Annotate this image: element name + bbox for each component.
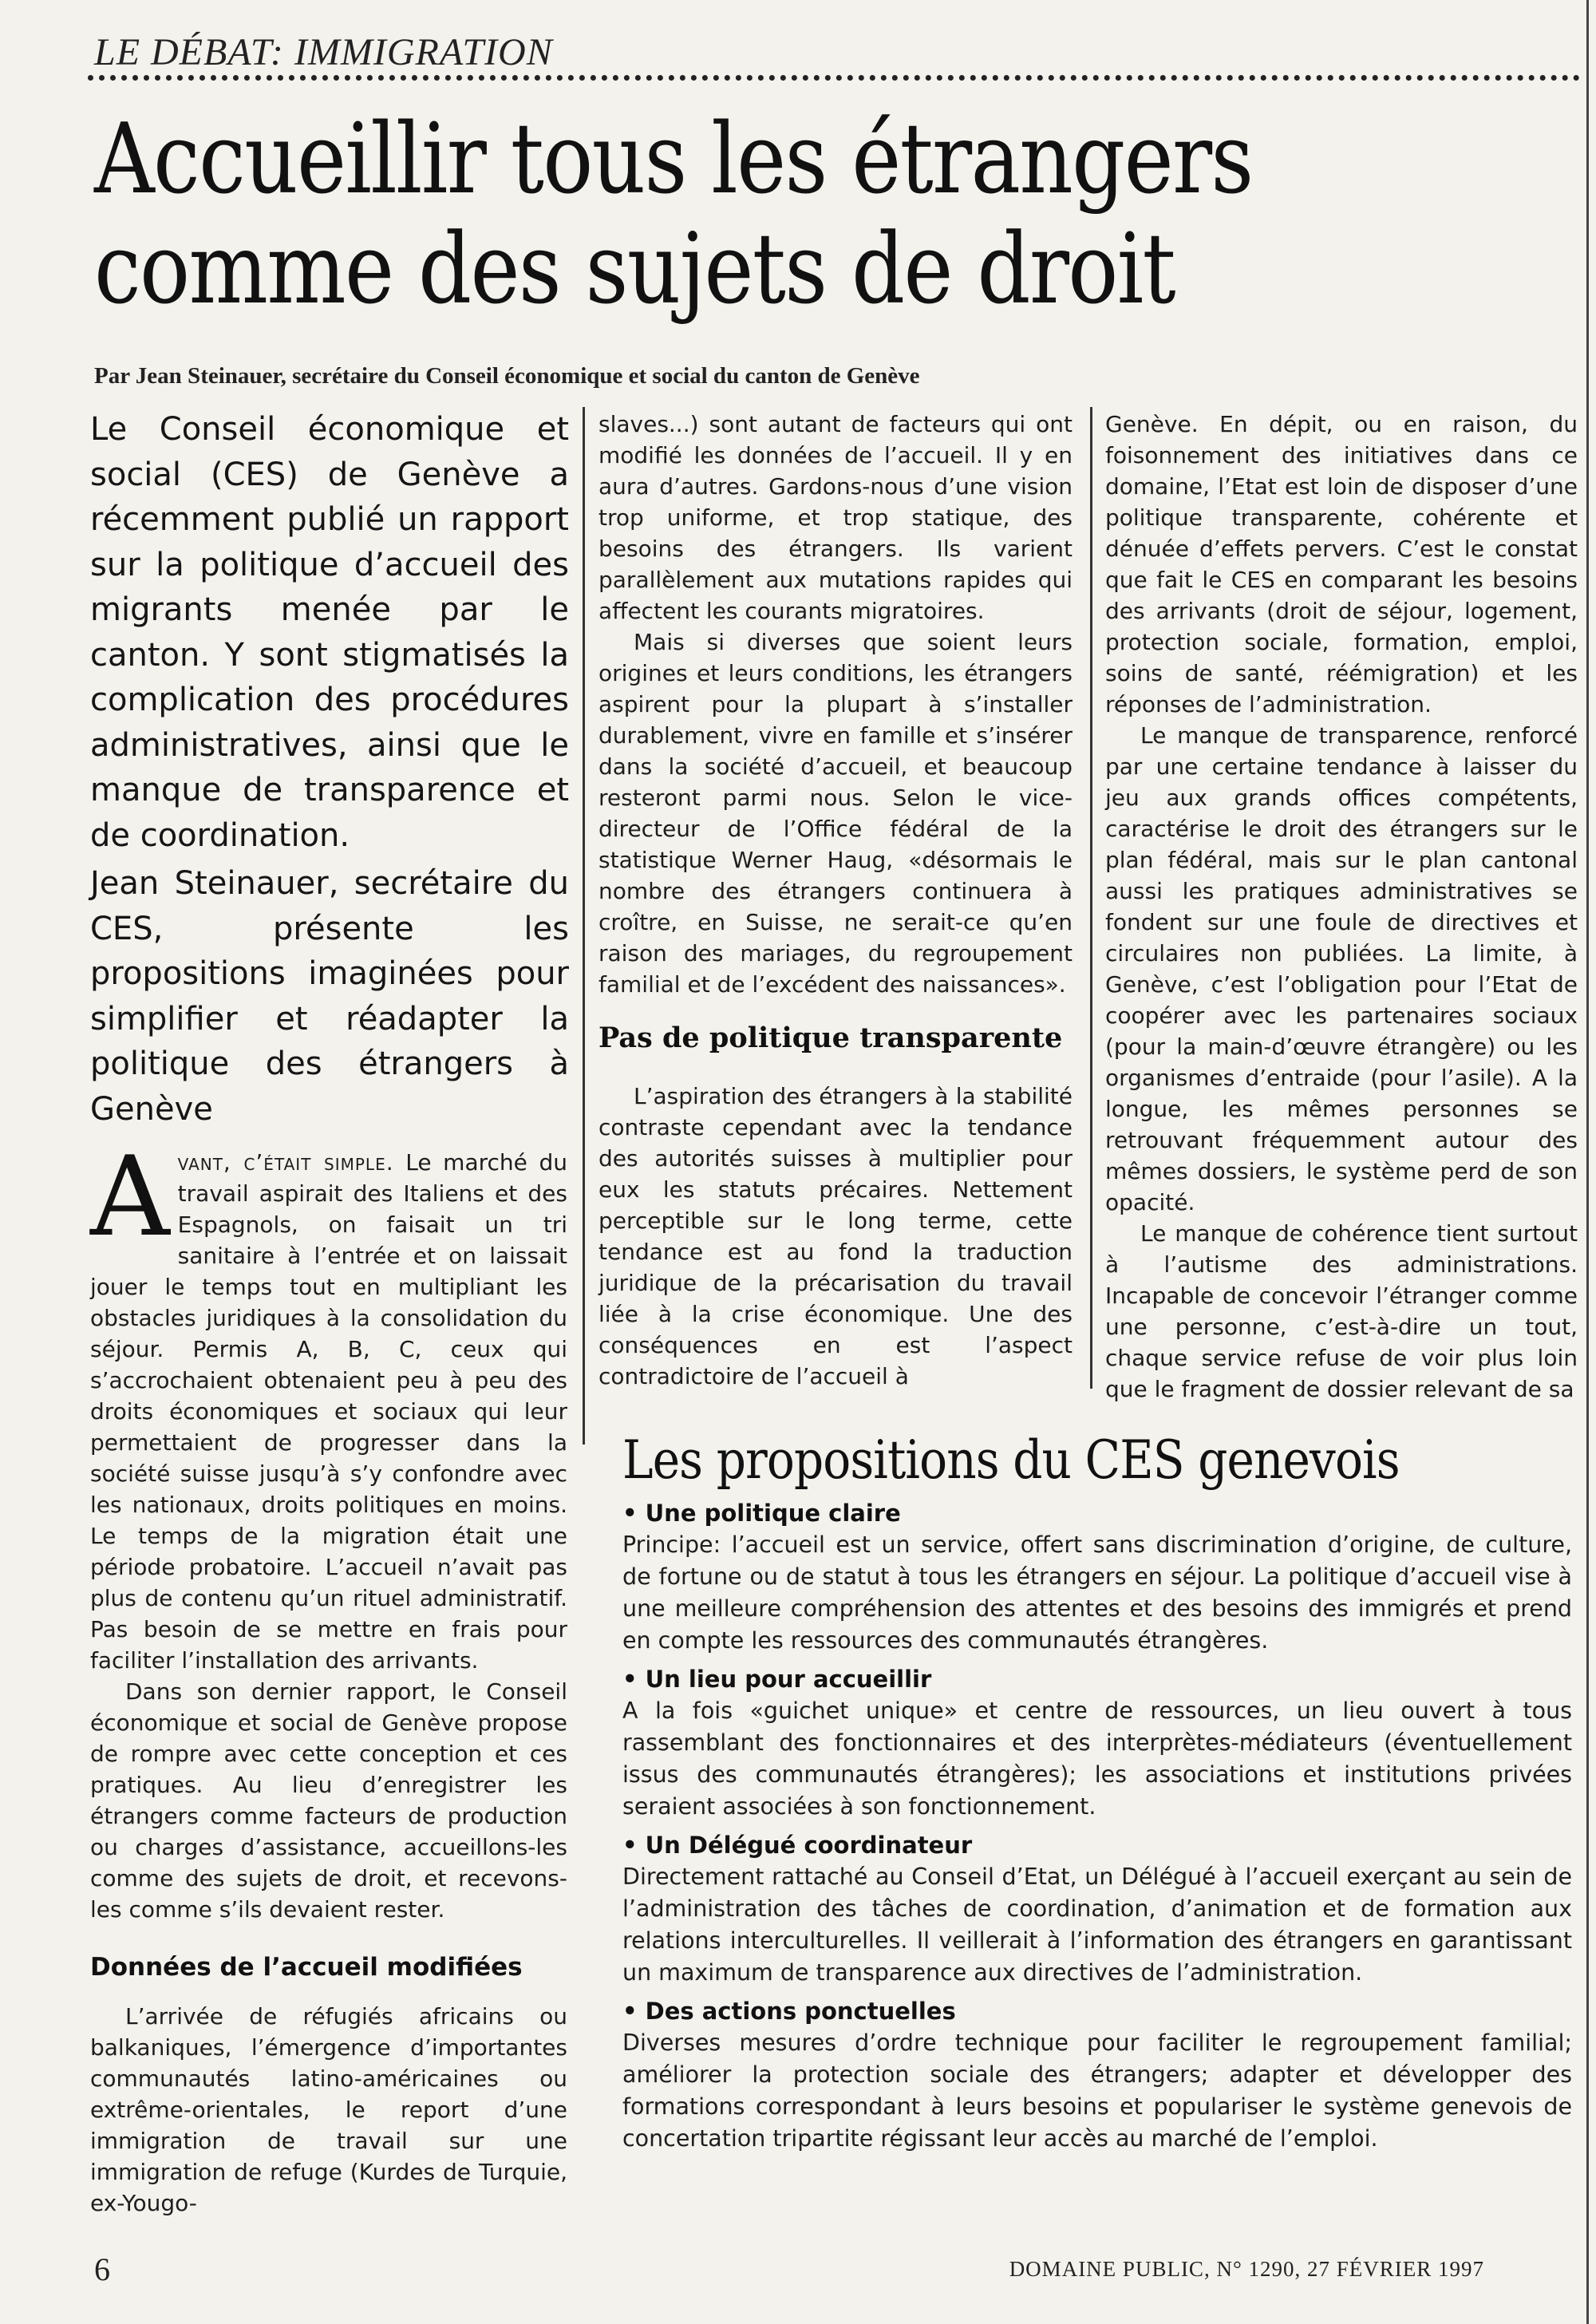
byline: Par Jean Steinauer, secrétaire du Conseil économique et social du canton de Genève	[94, 363, 920, 389]
proposal-title: • Un lieu pour accueillir	[622, 1666, 932, 1693]
body-paragraph: Le manque de transparence, renforcé par une certaine tendance à laisser du jeu aux grands offices compétents, caractérise le droit des étrangers sur le plan fédéral, mais sur le plan cantonal aussi les pratiques administratives se fondent sur une foule de directives et circulaires non publiées. La limite, à Genève, c’est l’obligation pour l’Etat de coopérer avec les partenaires sociaux (pour la main-d’œuvre étrangère) ou les organismes d’entraide (pour l’asile). A la longue, les mêmes personnes se retrouvant fréquemment autour des mêmes dossiers, le système perd de son opacité.	[1105, 722, 1578, 1215]
section-rubric: LE DÉBAT: IMMIGRATION	[94, 31, 553, 73]
column-rule	[1090, 407, 1092, 1389]
lead-text: Le marché du travail aspirait des Italiens et des Espagnols, on faisait un tri sanitaire à l’entrée et on laissait jouer le temps tout en multipliant les obstacles juridiques à la consolidation du séjour. Permis A, B, C, ceux qui s’accrochaient obtenaient peu à peu des droits économiques et sociaux qui leur permettaient de progresser dans la société suisse jusqu’à s’y confondre avec les nationaux, droits politiques en moins. Le temps de la migration était une période probatoire. L’accueil n’avait pas plus de contenu qu’un rituel administratif. Pas besoin de se mettre en frais pour faciliter l’installation des arrivants.	[90, 1149, 567, 1674]
headline	[94, 104, 1302, 324]
box-title: Les propositions du CES genevois	[622, 1429, 1400, 1491]
intro-paragraph: Jean Steinauer, secrétaire du CES, présente les propositions imaginées pour simplifier et réadapter la politique des étrangers à Genève	[90, 865, 569, 1128]
page-number: 6	[94, 2251, 110, 2287]
body-paragraph: Dans son dernier rapport, le Conseil économique et social de Genève propose de rompre avec cette conception et ces pratiques. Au lieu d’enregistrer les étrangers comme facteurs de production ou charges d’assistance, accueillons-les comme des sujets de droit, et recevons-les comme s’ils devaient rester.	[90, 1678, 567, 1923]
proposal-text: Principe: l’accueil est un service, offert sans discrimination d’origine, de culture, de fortune ou de statut à tous les étrangers en séjour. La politique d’accueil vise à une meilleure compréhension des attentes et des besoins des immigrés et prend en compte les ressources des communautés étrangères.	[622, 1532, 1572, 1654]
subheading: Données de l’accueil modifiées	[90, 1953, 523, 1982]
column-rule	[583, 407, 585, 1445]
subheading: Pas de politique transparente	[598, 1022, 1063, 1054]
proposal-text: Directement rattaché au Conseil d’Etat, un Délégué à l’accueil exerçant au sein de l’administration des tâches de coordination, d’animation et de formation aux relations interculturelles. Il veillerait à l’information des étrangers en garantissant un maximum de transparence aux directives de l’administration.	[622, 1864, 1572, 1986]
article-column-3	[1105, 409, 1578, 1405]
publication-footer: DOMAINE PUBLIC, N° 1290, 27 FÉVRIER 1997	[1009, 2257, 1484, 2281]
article-column-1	[90, 1132, 567, 2219]
proposal-title: • Un Délégué coordinateur	[622, 1832, 973, 1859]
body-paragraph: L’arrivée de réfugiés africains ou balkaniques, l’émergence d’importantes communautés latino-américaines ou extrême-orientales, le report d’une immigration de travail sur une immigration de refuge (Kurdes de Turquie, ex-Yougo-	[90, 2003, 567, 2216]
proposal-text: A la fois «guichet unique» et centre de ressources, un lieu ouvert à tous rassemblant des fonctionnaires et des interprètes-médiateurs (éventuellement issus des communautés étrangères); les associations et institutions privées seraient associées à son fonctionnement.	[622, 1698, 1572, 1820]
headline-line-1: Accueillir tous les étrangers	[94, 102, 1253, 215]
body-paragraph: Genève. En dépit, ou en raison, du foisonnement des initiatives dans ce domaine, l’Etat est loin de disposer d’une politique transparente, cohérente et dénuée d’effets pervers. C’est le constat que fait le CES en comparant les besoins des arrivants (droit de séjour, logement, protection sociale, formation, emploi, soins de santé, réémigration) et les réponses de l’administration.	[1105, 411, 1578, 717]
proposal-title: • Des actions ponctuelles	[622, 1998, 956, 2025]
body-paragraph: slaves...) sont autant de facteurs qui ont modifié les données de l’accueil. Il y en aura d’autres. Gardons-nous d’une vision trop uniforme, et trop statique, des besoins des étrangers. Ils varient parallèlement aux mutations rapides qui affectent les courants migratoires.	[598, 411, 1073, 624]
proposal-text: Diverses mesures d’ordre technique pour faciliter le regroupement familial; améliorer la protection sociale des étrangers; adapter et développer des formations correspondant à leurs besoins et populariser le système genevois de concertation tripartite régissant leur accès au marché de l’emploi.	[622, 2030, 1572, 2152]
article-intro	[90, 407, 569, 1132]
intro-paragraph: Le Conseil économique et social (CES) de Genève a récemment publié un rapport sur la politique d’accueil des migrants menée par le canton. Y sont stigmatisés la complication des procédures administratives, ainsi que le manque de transparence et de coordination.	[90, 411, 569, 854]
proposal-title: • Une politique claire	[622, 1500, 901, 1527]
proposals-box	[622, 1429, 1572, 2161]
lead-smallcaps: vant, c’était simple.	[177, 1149, 394, 1176]
lead-paragraph	[90, 1132, 567, 1676]
page-edge	[1586, 0, 1589, 2324]
body-paragraph: Mais si diverses que soient leurs origines et leurs conditions, les étrangers aspirent pour la plupart à s’installer durablement, vivre en famille et s’insérer dans la société d’accueil, et beaucoup resteront parmi nous. Selon le vice-directeur de l’Office fédéral de la statistique Werner Haug, «désormais le nombre des étrangers continuera à croître, en Suisse, ne serait-ce qu’en raison des mariages, du regroupement familial et de l’excédent des naissances».	[598, 629, 1073, 998]
dotted-rule	[88, 75, 1580, 81]
drop-cap: A	[90, 1132, 170, 1261]
body-paragraph: Le manque de cohérence tient surtout à l’autisme des administrations. Incapable de concevoir l’étranger comme une personne, c’est-à-dire un tout, chaque service refuse de voir plus loin que le fragment de dossier relevant de sa	[1105, 1220, 1578, 1402]
body-paragraph: L’aspiration des étrangers à la stabilité contraste cependant avec la tendance des autorités suisses à multiplier pour eux les statuts précaires. Nettement perceptible sur le long terme, cette tendance est au fond la traduction juridique de la précarisation du travail liée à la crise économique. Une des conséquences en est l’aspect contradictoire de l’accueil à	[598, 1083, 1073, 1389]
article-column-2	[598, 409, 1073, 1392]
headline-line-2: comme des sujets de droit	[94, 212, 1175, 326]
